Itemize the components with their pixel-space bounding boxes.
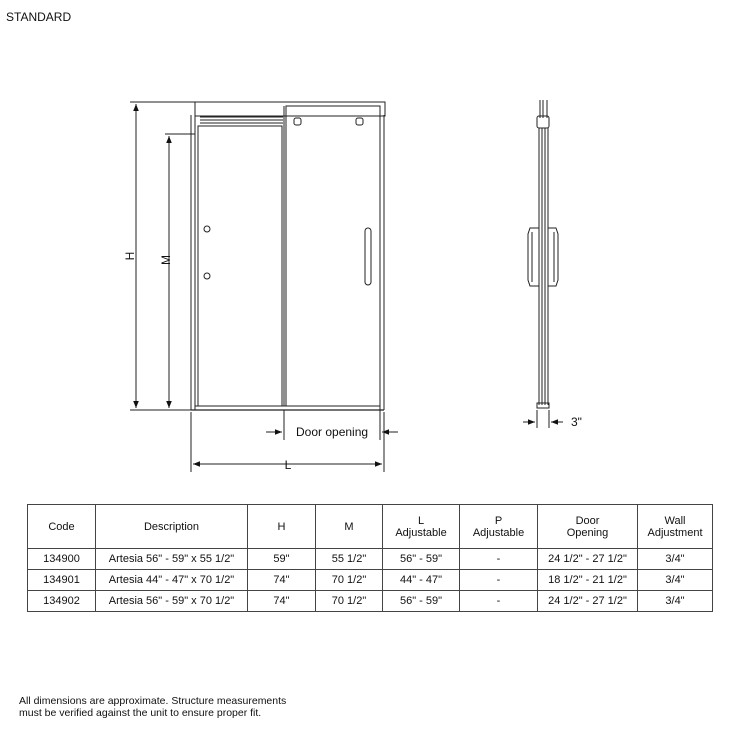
fixed-panel — [198, 126, 282, 406]
column-header: Code — [28, 505, 96, 549]
table-cell: 74" — [248, 570, 316, 591]
table-cell: 59" — [248, 549, 316, 570]
table-cell: Artesia 56" - 59" x 55 1/2" — [96, 549, 248, 570]
table-cell: 56" - 59" — [383, 591, 460, 612]
column-header: H — [248, 505, 316, 549]
disclaimer — [19, 695, 359, 719]
table-cell: 24 1/2" - 27 1/2" — [538, 549, 638, 570]
front-elevation — [191, 102, 385, 410]
page-title: STANDARD — [6, 10, 72, 24]
column-header: L Adjustable — [383, 505, 460, 549]
roller — [356, 118, 363, 125]
top-rail — [195, 102, 385, 116]
handle-hole — [204, 273, 210, 279]
dimension-m-label: M — [159, 255, 173, 265]
table-cell: 134902 — [28, 591, 96, 612]
sliding-panel — [286, 106, 380, 406]
table-cell: 134901 — [28, 570, 96, 591]
disclaimer-line: All dimensions are approximate. Structure measurements — [19, 695, 287, 707]
table-cell: 74" — [248, 591, 316, 612]
table-cell: 3/4" — [638, 591, 713, 612]
roller — [294, 118, 301, 125]
table-cell: 134900 — [28, 549, 96, 570]
table-cell: - — [460, 570, 538, 591]
table-cell: Artesia 56" - 59" x 70 1/2" — [96, 591, 248, 612]
table-row — [28, 549, 713, 570]
table-cell: 70 1/2" — [316, 570, 383, 591]
column-header: Description — [96, 505, 248, 549]
table-header-row — [28, 505, 713, 549]
table-cell: 44" - 47" — [383, 570, 460, 591]
column-header: Wall Adjustment — [638, 505, 713, 549]
handle-hole — [204, 226, 210, 232]
table-cell: Artesia 44" - 47" x 70 1/2" — [96, 570, 248, 591]
table-cell: - — [460, 549, 538, 570]
side-elevation — [528, 100, 558, 408]
side-dimension-label: 3" — [571, 415, 582, 429]
table-cell: 55 1/2" — [316, 549, 383, 570]
side-handle — [528, 228, 539, 286]
specs-table — [27, 504, 713, 612]
table-cell: 24 1/2" - 27 1/2" — [538, 591, 638, 612]
table-cell: 18 1/2" - 21 1/2" — [538, 570, 638, 591]
door-handle — [365, 228, 371, 285]
disclaimer-line: must be verified against the unit to ensure proper fit. — [19, 707, 262, 719]
column-header: M — [316, 505, 383, 549]
table-row — [28, 570, 713, 591]
table-cell: 56" - 59" — [383, 549, 460, 570]
table-cell: 70 1/2" — [316, 591, 383, 612]
table-cell: - — [460, 591, 538, 612]
dimension-l-label: L — [284, 458, 292, 472]
table-cell: 3/4" — [638, 570, 713, 591]
dimension-side — [523, 410, 563, 428]
dimension-h-label: H — [123, 251, 137, 261]
door-opening-label: Door opening — [296, 425, 369, 439]
table-row — [28, 591, 713, 612]
column-header: P Adjustable — [460, 505, 538, 549]
table-cell: 3/4" — [638, 549, 713, 570]
column-header: Door Opening — [538, 505, 638, 549]
